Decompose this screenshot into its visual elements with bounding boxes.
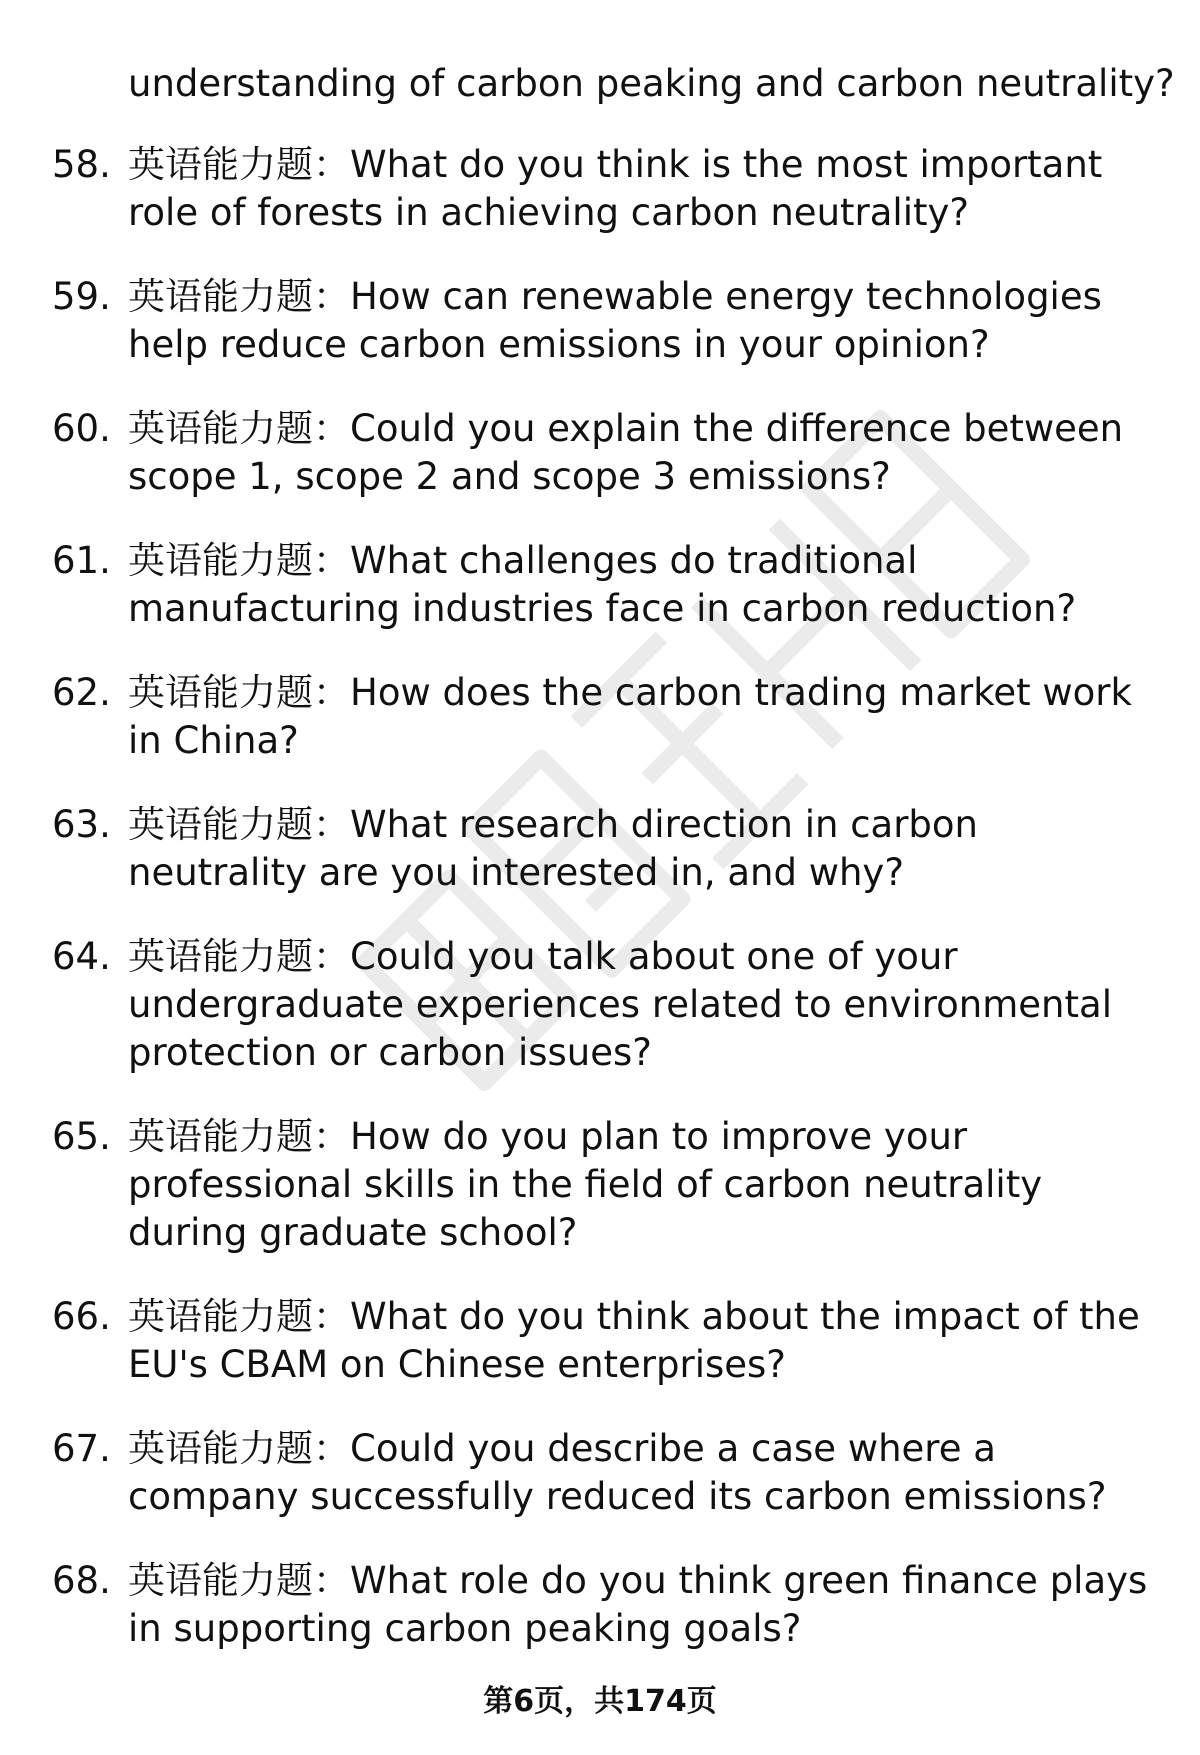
question-number: 60. [52,407,111,450]
question-text: 英语能力题：What research direction in carbon neutrality are you interested in, and why? [128,803,979,894]
page-footer: 第6页，共174页 [483,1684,717,1719]
question-number: 58. [52,143,111,186]
list-item [52,141,1162,237]
question-number: 63. [52,803,111,846]
question-text: 英语能力题：Could you explain the difference between scope 1, scope 2 and scope 3 emissions? [128,407,1124,498]
question-text: 英语能力题：What do you think about the impact of the EU's CBAM on Chinese enterprises? [128,1295,1140,1386]
list-item [52,273,1162,369]
question-number: 62. [52,671,111,714]
list-item [52,537,1162,633]
question-list [52,141,1162,1689]
question-number: 61. [52,539,111,582]
question-text: 英语能力题：What do you think is the most important role of forests in achieving carbon neutrality? [128,143,1103,234]
question-number: 64. [52,935,111,978]
question-number: 65. [52,1115,111,1158]
question-text: 英语能力题：How can renewable energy technologies help reduce carbon emissions in your opinion? [128,275,1102,366]
question-text: 英语能力题：What role do you think green finance plays in supporting carbon peaking goals? [128,1559,1148,1650]
list-item [52,1293,1162,1389]
question-number: 67. [52,1427,111,1470]
list-item [52,933,1162,1077]
list-item [52,1113,1162,1257]
question-number: 66. [52,1295,111,1338]
question-number: 68. [52,1559,111,1602]
question-text: 英语能力题：How do you plan to improve your professional skills in the field of carbon neutrality during graduate school? [128,1115,1043,1254]
list-item [52,669,1162,765]
question-number: 59. [52,275,111,318]
continuation-text: understanding of carbon peaking and carbon neutrality? [128,62,1175,105]
question-text: 英语能力题：What challenges do traditional manufacturing industries face in carbon reduction? [128,539,1077,630]
question-text: 英语能力题：How does the carbon trading market work in China? [128,671,1132,762]
list-item [52,1425,1162,1521]
list-item [52,801,1162,897]
list-item [52,405,1162,501]
question-text: 英语能力题：Could you talk about one of your undergraduate experiences related to environmental protection or carbon issues? [128,935,1112,1074]
question-text: 英语能力题：Could you describe a case where a company successfully reduced its carbon emissions? [128,1427,1107,1518]
list-item [52,1557,1162,1653]
